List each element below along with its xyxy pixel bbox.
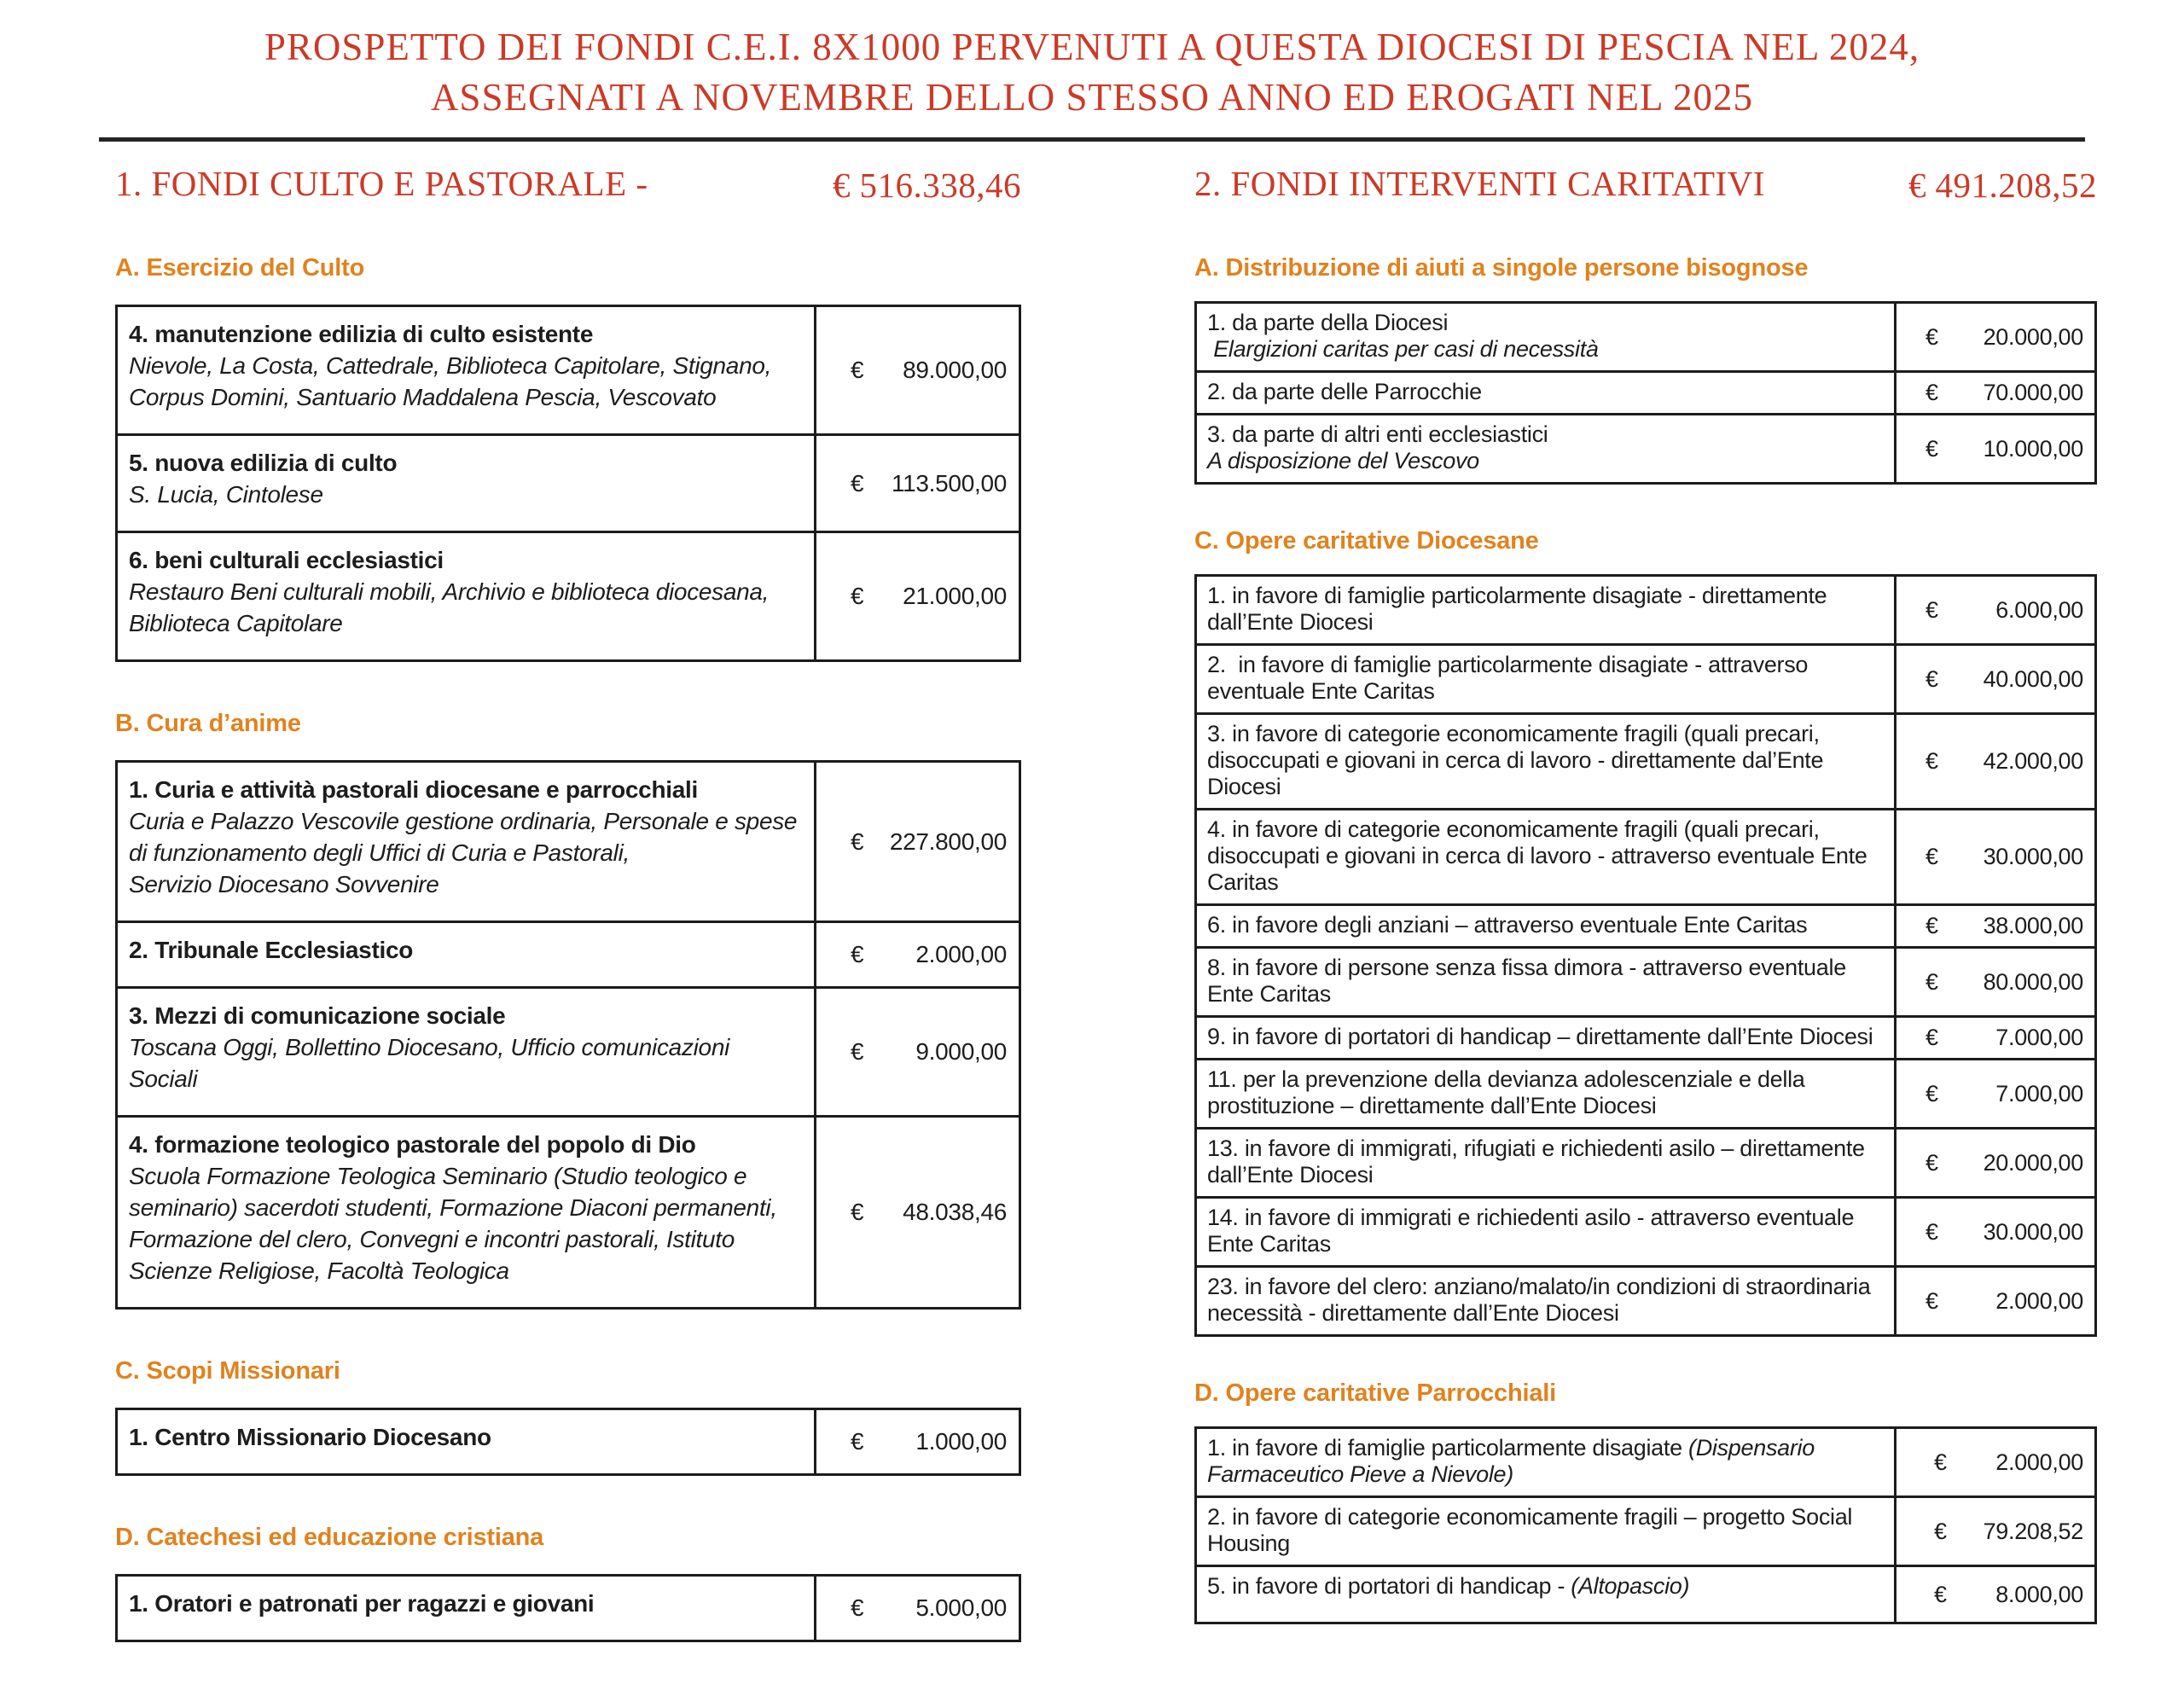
fund-section <box>1194 1379 2097 1624</box>
row-description-cell <box>1197 1060 1894 1127</box>
amount-value: 30.000,00 <box>1983 1218 2083 1245</box>
table-row <box>1197 304 2094 370</box>
table-row <box>118 986 1019 1115</box>
description-text: 3. in favore di categorie economicamente fragili (quali precari, disoccupati e giovani in cerca di lavoro - direttamente dal’Ente Diocesi <box>1207 721 1824 799</box>
amount-cell <box>814 436 1019 531</box>
amount-cell <box>1894 415 2094 482</box>
section-heading: D. Catechesi ed educazione cristiana <box>115 1524 544 1551</box>
euro-sign: € <box>851 1428 864 1455</box>
row-description-cell <box>1197 373 1894 413</box>
euro-sign: € <box>1908 166 1926 205</box>
row-description-cell <box>118 1577 814 1640</box>
description-text: 6. in favore degli anziani – attraverso eventuale Ente Caritas <box>1207 912 1808 938</box>
description-text: (Dispensario Farmaceutico Pieve a Nievole) <box>1207 1435 1815 1487</box>
column-total <box>1888 166 2097 206</box>
euro-sign: € <box>851 469 864 497</box>
table-row <box>118 531 1019 659</box>
fund-section <box>115 1524 1021 1642</box>
description-text: Toscana Oggi, Bollettino Diocesano, Ufficio comunicazioni Sociali <box>129 1034 730 1092</box>
table-row <box>1197 712 2094 808</box>
description-text: Scuola Formazione Teologica Seminario (Studio teologico e seminario) sacerdoti studenti, Formazione Diaconi permanenti, Formazione del clero, Convegni e incontri pastorali, Istituto Scienze Religiose, Facoltà Teologica <box>129 1163 777 1284</box>
description-text: 2. in favore di famiglie particolarmente disagiate - attraverso eventuale Ente Caritas <box>1207 652 1809 704</box>
amount-cell <box>814 763 1019 920</box>
table-row <box>1197 1058 2094 1127</box>
amount-cell <box>1894 304 2094 370</box>
section-heading: C. Opere caritative Diocesane <box>1194 527 1539 555</box>
description-text: 1. Oratori e patronati per ragazzi e giovani <box>129 1590 595 1617</box>
row-description-cell <box>118 923 814 986</box>
amount-cell <box>1894 1199 2094 1265</box>
fund-table <box>115 1574 1021 1642</box>
euro-sign: € <box>1926 968 1938 995</box>
amount-value: 2.000,00 <box>1995 1449 2083 1475</box>
description-text: 2. da parte delle Parrocchie <box>1207 379 1482 404</box>
description-text: 14. in favore di immigrati e richiedenti asilo - attraverso eventuale Ente Caritas <box>1207 1205 1855 1257</box>
row-description-cell <box>1197 415 1894 482</box>
amount-cell <box>1894 810 2094 903</box>
amount-value: 80.000,00 <box>1983 968 2083 995</box>
amount-cell <box>814 1577 1019 1640</box>
table-row <box>118 1410 1019 1473</box>
amount-value: 42.000,00 <box>1983 748 2083 774</box>
row-description-cell <box>118 436 814 531</box>
euro-sign: € <box>1926 1025 1938 1050</box>
section-heading: A. Esercizio del Culto <box>115 254 365 282</box>
document-header <box>0 0 2184 142</box>
row-description-cell <box>1197 1130 1894 1196</box>
euro-sign: € <box>1926 1218 1938 1245</box>
description-text: 4. in favore di categorie economicamente fragili (quali precari, disoccupati e giovani in cerca di lavoro - attraverso eventuale Ente Caritas <box>1207 816 1867 895</box>
euro-sign: € <box>1934 1449 1947 1475</box>
description-text: 13. in favore di immigrati, rifugiati e richiedenti asilo – direttamente dall’Ente Diocesi <box>1207 1135 1865 1188</box>
table-row <box>1197 808 2094 903</box>
row-description-cell <box>1197 304 1894 370</box>
row-description-cell <box>1197 1429 1894 1495</box>
amount-value: 48.038,46 <box>903 1199 1007 1225</box>
amount-cell <box>814 1410 1019 1473</box>
description-text: 3. Mezzi di comunicazione sociale <box>129 1002 506 1029</box>
row-description-cell <box>118 307 814 433</box>
fund-table <box>1194 1426 2097 1624</box>
fund-table <box>1194 574 2097 1337</box>
euro-sign: € <box>1926 435 1938 462</box>
description-text: 23. in favore del clero: anziano/malato/in condizioni di straordinaria necessità - direttamente dall’Ente Diocesi <box>1207 1274 1871 1326</box>
row-description-cell <box>118 1118 814 1307</box>
description-text: Restauro Beni culturali mobili, Archivio e biblioteca diocesana, Biblioteca Capitolare <box>129 578 770 636</box>
amount-value: 70.000,00 <box>1983 380 2083 405</box>
row-description-cell <box>1197 1018 1894 1058</box>
description-text: 1. da parte della Diocesi <box>1207 310 1449 335</box>
amount-cell <box>1894 1060 2094 1127</box>
amount-cell <box>1894 646 2094 712</box>
section-heading: D. Opere caritative Parrocchiali <box>1194 1379 1556 1407</box>
amount-cell <box>1894 373 2094 413</box>
table-row <box>1197 370 2094 413</box>
amount-value: 5.000,00 <box>915 1594 1007 1621</box>
euro-sign: € <box>851 1199 864 1225</box>
table-row <box>1197 946 2094 1015</box>
table-row <box>1197 1565 2094 1622</box>
description-text: A disposizione del Vescovo <box>1207 448 1479 473</box>
amount-cell <box>1894 1018 2094 1058</box>
euro-sign: € <box>1926 380 1938 405</box>
amount-value: 20.000,00 <box>1983 1149 2083 1176</box>
description-text: 2. Tribunale Ecclesiastico <box>129 937 414 963</box>
description-text: 5. in favore di portatori di handicap - <box>1207 1573 1571 1599</box>
table-row <box>1197 1429 2094 1495</box>
euro-sign: € <box>1926 1080 1938 1106</box>
table-row <box>1197 1265 2094 1334</box>
euro-sign: € <box>1926 844 1938 869</box>
amount-value: 79.208,52 <box>1983 1518 2083 1544</box>
title-line-1: PROSPETTO DEI FONDI C.E.I. 8X1000 PERVENUTI A QUESTA DIOCESI DI PESCIA NEL 2024, <box>264 26 1920 68</box>
euro-sign: € <box>1934 1581 1947 1607</box>
amount-cell <box>1894 949 2094 1015</box>
row-description-cell <box>1197 810 1894 903</box>
row-description-cell <box>1197 1567 1894 1622</box>
amount-value: 89.000,00 <box>903 357 1007 383</box>
fund-table <box>115 1408 1021 1476</box>
euro-sign: € <box>1926 323 1938 350</box>
column-header <box>115 164 1021 208</box>
amount-value: 8.000,00 <box>1995 1581 2083 1607</box>
amount-value: 20.000,00 <box>1983 323 2083 350</box>
table-row <box>1197 1196 2094 1265</box>
euro-sign: € <box>851 828 864 855</box>
fund-section <box>115 254 1021 662</box>
description-text: 9. in favore di portatori di handicap – direttamente dall’Ente Diocesi <box>1207 1024 1873 1049</box>
table-row <box>118 763 1019 920</box>
description-text: Curia e Palazzo Vescovile gestione ordinaria, Personale e spese di funzionamento degli Uffici di Curia e Pastorali, <box>129 808 798 866</box>
euro-sign: € <box>851 583 864 609</box>
euro-sign: € <box>1926 913 1938 938</box>
description-text: 1. Curia e attività pastorali diocesane e parrocchiali <box>129 776 698 803</box>
euro-sign: € <box>1926 665 1938 692</box>
description-text: 4. manutenzione edilizia di culto esistente <box>129 321 594 347</box>
amount-cell <box>1894 1429 2094 1495</box>
table-row <box>1197 1495 2094 1565</box>
column-total <box>812 166 1021 206</box>
section-heading: C. Scopi Missionari <box>115 1357 340 1385</box>
euro-sign: € <box>1926 596 1938 623</box>
fund-table <box>1194 301 2097 485</box>
amount-value: 2.000,00 <box>1995 1287 2083 1314</box>
fund-section <box>1194 527 2097 1337</box>
description-text: 2. in favore di categorie economicamente fragili – progetto Social Housing <box>1207 1504 1853 1556</box>
row-description-cell <box>1197 646 1894 712</box>
amount-cell <box>814 989 1019 1115</box>
amount-cell <box>1894 577 2094 643</box>
table-row <box>118 920 1019 986</box>
description-text: 1. Centro Missionario Diocesano <box>129 1424 491 1450</box>
document-title <box>0 0 2184 124</box>
table-row <box>1197 577 2094 643</box>
description-text: Elargizioni caritas per casi di necessità <box>1207 336 1599 362</box>
column-total-amount: 491.208,52 <box>1935 166 2097 205</box>
amount-value: 7.000,00 <box>1995 1025 2083 1050</box>
row-description-cell <box>1197 715 1894 808</box>
row-description-cell <box>1197 1268 1894 1334</box>
description-text: 1. in favore di famiglie particolarmente disagiate - direttamente dall’Ente Diocesi <box>1207 583 1827 635</box>
amount-value: 40.000,00 <box>1983 665 2083 692</box>
section-heading: B. Cura d’anime <box>115 710 301 737</box>
description-text: 8. in favore di persone senza fissa dimora - attraverso eventuale Ente Caritas <box>1207 955 1846 1007</box>
amount-value: 9.000,00 <box>915 1038 1007 1065</box>
section-heading: A. Distribuzione di aiuti a singole persone bisognose <box>1194 254 1809 282</box>
row-description-cell <box>118 763 814 920</box>
euro-sign: € <box>851 357 864 383</box>
description-text: 11. per la prevenzione della devianza adolescenziale e della prostituzione – direttamente dall’Ente Diocesi <box>1207 1066 1805 1118</box>
amount-cell <box>1894 1268 2094 1334</box>
column-header <box>1194 164 2097 208</box>
amount-cell <box>1894 715 2094 808</box>
fund-section <box>115 710 1021 1310</box>
amount-cell <box>814 533 1019 659</box>
row-description-cell <box>118 533 814 659</box>
row-description-cell <box>118 989 814 1115</box>
title-divider <box>99 137 2085 142</box>
table-row <box>1197 643 2094 712</box>
row-description-cell <box>1197 577 1894 643</box>
row-description-cell <box>1197 1498 1894 1565</box>
euro-sign: € <box>1926 748 1938 774</box>
row-description-cell <box>1197 906 1894 946</box>
column-fondi-interventi-caritativi <box>1194 164 2097 1667</box>
euro-sign: € <box>1926 1287 1938 1314</box>
amount-cell <box>1894 1567 2094 1622</box>
row-description-cell <box>1197 1199 1894 1265</box>
fund-table <box>115 305 1021 662</box>
euro-sign: € <box>851 1594 864 1621</box>
table-row <box>1197 1127 2094 1196</box>
description-text: Nievole, La Costa, Cattedrale, Biblioteca Capitolare, Stignano, Corpus Domini, Santuario Maddalena Pescia, Vescovato <box>129 352 772 410</box>
amount-cell <box>814 307 1019 433</box>
table-row <box>1197 1015 2094 1058</box>
amount-cell <box>1894 1498 2094 1565</box>
table-row <box>118 433 1019 531</box>
description-text: 5. nuova edilizia di culto <box>129 450 398 476</box>
euro-sign: € <box>833 166 851 205</box>
row-description-cell <box>118 1410 814 1473</box>
table-row <box>1197 413 2094 482</box>
description-text: 3. da parte di altri enti ecclesiastici <box>1207 421 1548 447</box>
euro-sign: € <box>1926 1149 1938 1176</box>
description-text: Servizio Diocesano Sovvenire <box>129 871 439 897</box>
fund-table <box>115 760 1021 1310</box>
amount-cell <box>814 1118 1019 1307</box>
description-text: 6. beni culturali ecclesiastici <box>129 547 444 573</box>
table-row <box>1197 903 2094 946</box>
amount-value: 7.000,00 <box>1995 1080 2083 1106</box>
amount-value: 113.500,00 <box>891 469 1007 497</box>
description-text: (Altopascio) <box>1571 1573 1690 1599</box>
fund-section <box>1194 254 2097 485</box>
euro-sign: € <box>1934 1518 1947 1544</box>
description-text: 4. formazione teologico pastorale del popolo di Dio <box>129 1131 696 1158</box>
table-row <box>118 1115 1019 1307</box>
euro-sign: € <box>851 941 864 967</box>
row-description-cell <box>1197 949 1894 1015</box>
amount-value: 1.000,00 <box>915 1428 1007 1455</box>
title-line-2: ASSEGNATI A NOVEMBRE DELLO STESSO ANNO ED EROGATI NEL 2025 <box>430 76 1754 119</box>
euro-sign: € <box>851 1038 864 1065</box>
amount-value: 30.000,00 <box>1983 844 2083 869</box>
column-total-amount: 516.338,46 <box>859 166 1021 205</box>
description-text: 1. in favore di famiglie particolarmente disagiate <box>1207 1435 1689 1461</box>
amount-value: 10.000,00 <box>1983 435 2083 462</box>
fund-section <box>115 1357 1021 1476</box>
amount-value: 227.800,00 <box>889 828 1007 855</box>
column-title: 2. FONDI INTERVENTI CARITATIVI <box>1194 164 1765 203</box>
column-fondi-culto-pastorale <box>115 164 1021 1690</box>
amount-value: 38.000,00 <box>1983 913 2083 938</box>
amount-value: 21.000,00 <box>903 583 1007 609</box>
table-row <box>118 1577 1019 1640</box>
amount-value: 6.000,00 <box>1995 596 2083 623</box>
amount-value: 2.000,00 <box>915 941 1007 967</box>
description-text: S. Lucia, Cintolese <box>129 481 323 508</box>
amount-cell <box>1894 906 2094 946</box>
amount-cell <box>814 923 1019 986</box>
table-row <box>118 307 1019 433</box>
column-title: 1. FONDI CULTO E PASTORALE - <box>115 164 648 203</box>
amount-cell <box>1894 1130 2094 1196</box>
